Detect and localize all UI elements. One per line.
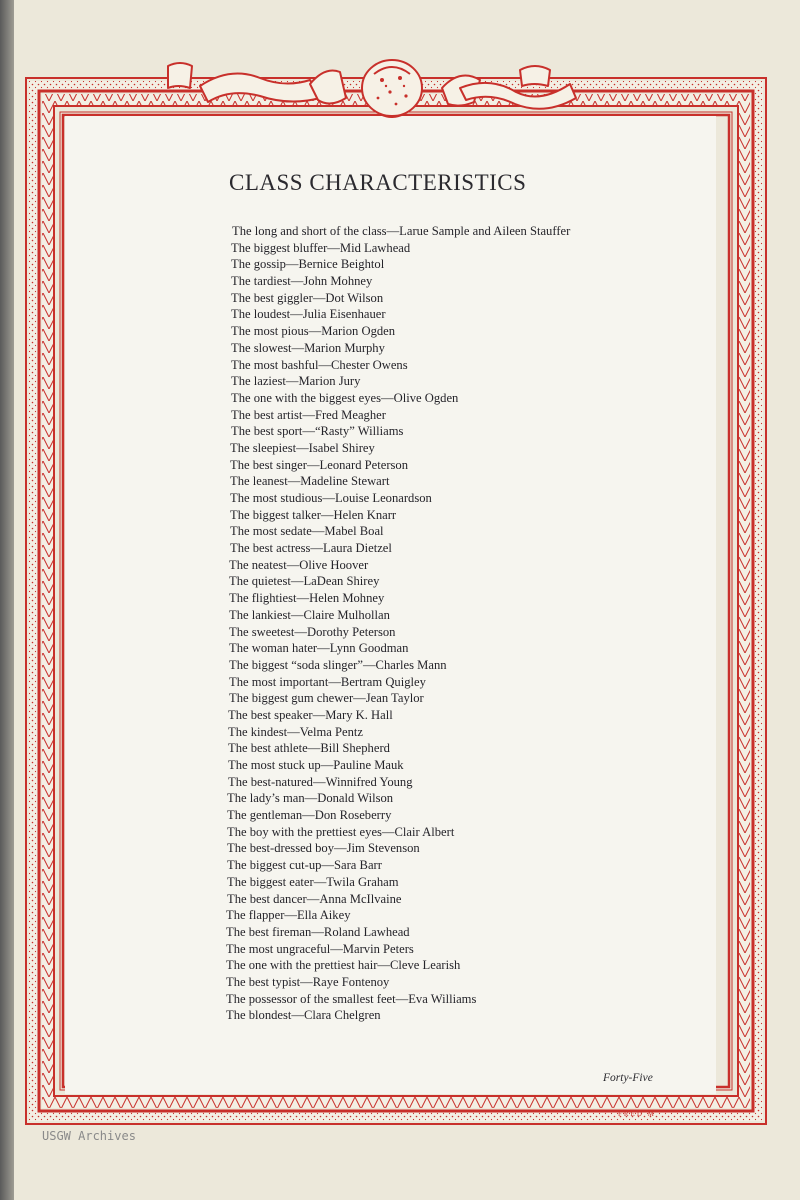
characteristic-item: The most sedate—Mabel Boal bbox=[230, 524, 384, 539]
characteristic-item: The kindest—Velma Pentz bbox=[228, 724, 364, 739]
characteristic-item: The laziest—Marion Jury bbox=[231, 374, 361, 389]
characteristic-item: The flightiest—Helen Mohney bbox=[229, 591, 385, 606]
characteristic-item: The best singer—Leonard Peterson bbox=[230, 457, 409, 472]
characteristic-item: The most studious—Louise Leonardson bbox=[230, 491, 432, 505]
characteristic-item: The most important—Bertram Quigley bbox=[229, 674, 426, 689]
characteristic-item: The biggest “soda slinger”—Charles Mann bbox=[229, 657, 447, 672]
characteristic-item: The most stuck up—Pauline Mauk bbox=[228, 758, 404, 772]
characteristic-item: The most pious—Marion Ogden bbox=[231, 324, 396, 339]
characteristic-item: The slowest—Marion Murphy bbox=[231, 340, 385, 355]
characteristic-item: The best speaker—Mary K. Hall bbox=[228, 707, 393, 722]
characteristic-item: The quietest—LaDean Shirey bbox=[229, 574, 380, 589]
characteristic-item: The loudest—Julia Eisenhauer bbox=[231, 307, 386, 322]
headpiece-ornament bbox=[160, 58, 640, 118]
characteristic-item: The best giggler—Dot Wilson bbox=[231, 290, 384, 305]
characteristic-item: The lankiest—Claire Mulhollan bbox=[229, 607, 390, 622]
characteristics-list bbox=[224, 223, 570, 1024]
characteristic-item: The best sport—“Rasty” Williams bbox=[231, 424, 404, 439]
characteristic-item: The one with the biggest eyes—Olive Ogden bbox=[231, 390, 459, 405]
characteristic-item: The biggest talker—Helen Knarr bbox=[230, 507, 397, 522]
artist-signature: FRED M bbox=[618, 1110, 656, 1118]
characteristic-item: The best-dressed boy—Jim Stevenson bbox=[227, 841, 420, 856]
characteristic-item: The most bashful—Chester Owens bbox=[231, 357, 408, 372]
characteristic-item: The sweetest—Dorothy Peterson bbox=[229, 624, 396, 639]
characteristic-item: The lady’s man—Donald Wilson bbox=[227, 791, 394, 806]
characteristic-item: The most ungraceful—Marvin Peters bbox=[226, 941, 414, 956]
characteristic-item: The possessor of the smallest feet—Eva Williams bbox=[226, 991, 477, 1006]
characteristic-item: The blondest—Clara Chelgren bbox=[226, 1008, 381, 1023]
characteristic-item: The flapper—Ella Aikey bbox=[226, 908, 351, 923]
page-title: CLASS CHARACTERISTICS bbox=[229, 170, 527, 195]
characteristic-item: The boy with the prettiest eyes—Clair Albert bbox=[227, 824, 455, 839]
characteristic-item: The best fireman—Roland Lawhead bbox=[226, 924, 410, 939]
characteristic-item: The best-natured—Winnifred Young bbox=[228, 774, 413, 789]
characteristic-item: The neatest—Olive Hoover bbox=[229, 557, 369, 572]
characteristic-item: The one with the prettiest hair—Cleve Learish bbox=[226, 958, 461, 973]
characteristic-item: The best typist—Raye Fontenoy bbox=[226, 974, 390, 989]
characteristic-item: The sleepiest—Isabel Shirey bbox=[230, 440, 375, 455]
characteristic-item: The best dancer—Anna McIlvaine bbox=[227, 891, 402, 906]
characteristic-item: The biggest gum chewer—Jean Taylor bbox=[229, 691, 424, 706]
characteristic-item: The gentleman—Don Roseberry bbox=[227, 808, 392, 823]
characteristic-item: The gossip—Bernice Beightol bbox=[231, 257, 385, 272]
characteristic-item: The biggest bluffer—Mid Lawhead bbox=[231, 240, 411, 255]
archive-watermark: USGW Archives bbox=[42, 1129, 136, 1143]
characteristic-item: The leanest—Madeline Stewart bbox=[230, 474, 390, 489]
page-number: Forty-Five bbox=[603, 1072, 653, 1084]
characteristic-item: The tardiest—John Mohney bbox=[231, 274, 373, 289]
characteristic-item: The best artist—Fred Meagher bbox=[231, 407, 386, 422]
characteristic-item: The biggest cut-up—Sara Barr bbox=[227, 858, 382, 873]
characteristic-item: The biggest eater—Twila Graham bbox=[227, 874, 399, 889]
characteristic-item: The woman hater—Lynn Goodman bbox=[229, 641, 409, 656]
characteristic-item: The long and short of the class—Larue Sample and Aileen Stauffer bbox=[232, 224, 571, 238]
characteristic-item: The best actress—Laura Dietzel bbox=[230, 541, 392, 556]
characteristic-item: The best athlete—Bill Shepherd bbox=[228, 741, 390, 756]
